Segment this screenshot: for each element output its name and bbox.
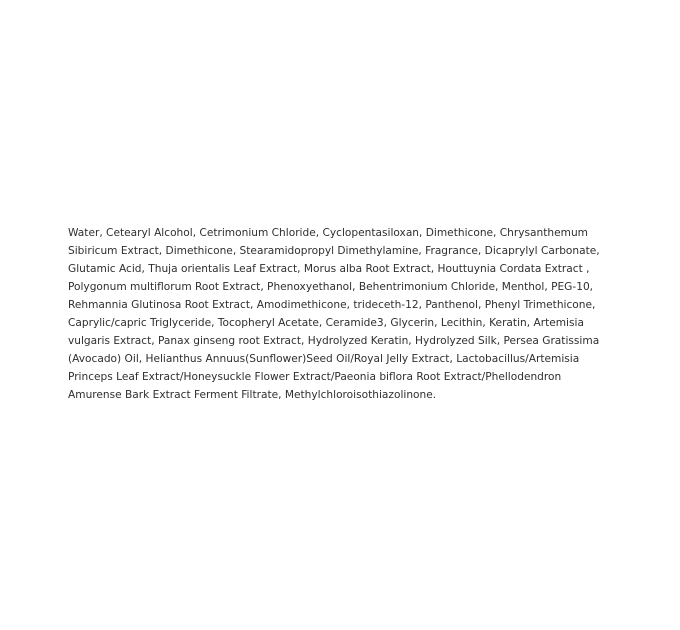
ingredients-list-text: Water, Cetearyl Alcohol, Cetrimonium Chloride, Cyclopentasiloxan, Dimethicone, Chrysanthemum Sibiricum Extract, Dimethicone, Stearamidopropyl Dimethylamine, Fragrance, Dicaprylyl Carbonate, Glutamic Acid, Thuja orientalis Leaf Extract, Morus alba Root Extract, Houttuynia Cordata Extract , Polygonum multiflorum Root Extract, Phenoxyethanol, Behentrimonium Chloride, Menthol, PEG-10, Rehmannia Glutinosa Root Extract, Amodimethicone, trideceth-12, Panthenol, Phenyl Trimethicone, Caprylic/capric Triglyceride, Tocopheryl Acetate, Ceramide3, Glycerin, Lecithin, Keratin, Artemisia vulgaris Extract, Panax ginseng root Extract, Hydrolyzed Keratin, Hydrolyzed Silk, Persea Gratissima (Avocado) Oil, Helianthus Annuus(Sunflower)Seed Oil/Royal Jelly Extract, Lactobacillus/Artemisia Princeps Leaf Extract/Honeysuckle Flower Extract/Paeonia biflora Root Extract/Phellodendron Amurense Bark Extract Ferment Filtrate, Methylchloroisothiazolinone. bbox=[68, 227, 600, 401]
